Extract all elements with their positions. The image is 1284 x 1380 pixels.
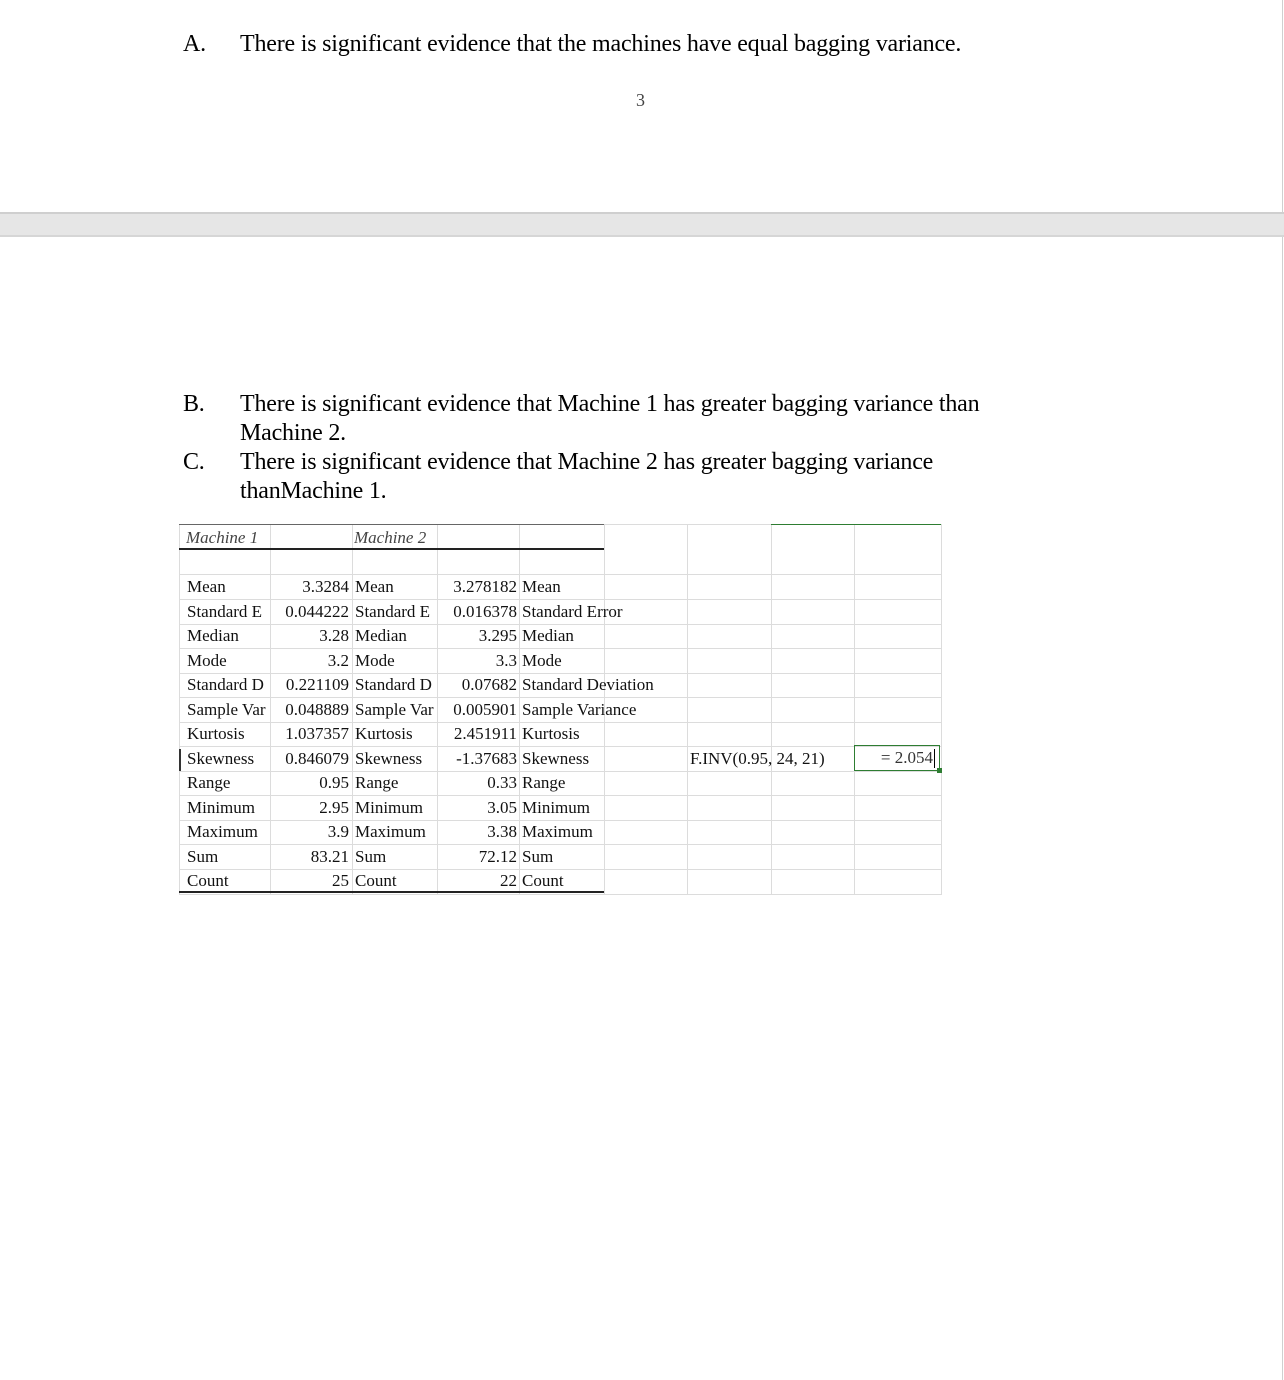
cell-label[interactable]: Sample Var [355,700,434,719]
cell-value[interactable]: 0.044222 [285,602,349,621]
cell-value[interactable]: 0.95 [319,773,349,792]
option-c-text: There is significant evidence that Machine 2 has greater bagging variance thanMachine 1. [240,449,934,504]
cell-value[interactable]: 22 [500,871,517,890]
finv-result-cell[interactable] [854,745,940,771]
cell-label[interactable]: Mean [522,577,561,596]
cell-label[interactable]: Sum [522,847,554,866]
cell-label[interactable]: Count [355,871,397,890]
cell-label[interactable]: Skewness [522,749,590,768]
cell-label[interactable]: Sum [187,847,219,866]
cell-value[interactable]: 1.037357 [285,724,349,743]
machine1-header[interactable]: Machine 1 [186,528,259,547]
page-break [0,212,1284,237]
option-a-letter: A. [183,31,206,57]
cell-value[interactable]: 25 [332,871,349,890]
cell-label[interactable]: Minimum [187,798,256,817]
cell-value[interactable]: 3.9 [327,822,349,841]
cell-label[interactable]: Standard Deviation [522,675,654,694]
cell-value[interactable]: 3.2 [327,651,349,670]
cell-value[interactable]: 0.846079 [285,749,349,768]
cell-label[interactable]: Mean [187,577,226,596]
cell-value[interactable]: 2.451911 [453,724,517,743]
cell-label[interactable]: Standard Error [522,602,623,621]
cell-value[interactable]: 0.048889 [285,700,349,719]
cell-value[interactable]: 3.295 [478,626,517,645]
finv-formula-label[interactable]: F.INV(0.95, 24, 21) [690,749,825,768]
cell-label[interactable]: Mean [355,577,394,596]
cell-label[interactable]: Standard E [187,602,263,621]
option-b-text: There is significant evidence that Machine 1 has greater bagging variance than Machine 2. [240,391,980,446]
cell-label[interactable]: Standard D [187,675,264,694]
cell-label[interactable]: Sum [355,847,387,866]
cell-value[interactable]: 3.28 [319,626,349,645]
cell-value[interactable]: 0.07682 [461,675,517,694]
descriptive-statistics-sheet [179,524,942,896]
cell-label[interactable]: Maximum [187,822,258,841]
cell-label[interactable]: Median [522,626,574,645]
cell-label[interactable]: Skewness [355,749,423,768]
cell-label[interactable]: Mode [187,651,227,670]
cell-label[interactable]: Range [187,773,231,792]
cell-value[interactable]: 3.3284 [302,577,349,596]
option-a-text: There is significant evidence that the machines have equal bagging variance. [240,31,962,57]
cell-label[interactable]: Maximum [522,822,593,841]
cell-value[interactable]: 3.3 [495,651,517,670]
option-b-letter: B. [183,391,205,417]
cell-label[interactable]: Minimum [522,798,591,817]
cell-label[interactable]: Median [355,626,407,645]
cell-label[interactable]: Maximum [355,822,426,841]
option-c-letter: C. [183,449,205,475]
document-page-top [0,0,1283,212]
finv-result-value: = 2.054 [880,748,933,767]
cell-value[interactable]: 3.38 [487,822,517,841]
cell-label[interactable]: Sample Var [187,700,266,719]
page-number: 3 [636,90,645,110]
cell-label[interactable]: Median [187,626,239,645]
cell-label[interactable]: Mode [355,651,395,670]
cell-label[interactable]: Kurtosis [522,724,580,743]
cell-value[interactable]: 72.12 [478,847,517,866]
cell-value[interactable]: -1.37683 [456,749,517,768]
cell-value[interactable]: 83.21 [310,847,349,866]
cell-label[interactable]: Minimum [355,798,424,817]
cell-label[interactable]: Count [187,871,229,890]
cell-value[interactable]: 2.95 [319,798,349,817]
cell-label[interactable]: Range [355,773,399,792]
cell-label[interactable]: Skewness [187,749,255,768]
cell-value[interactable]: 3.278182 [453,577,517,596]
cell-value[interactable]: 0.33 [487,773,517,792]
cell-value[interactable]: 0.005901 [453,700,517,719]
cell-label[interactable]: Kurtosis [187,724,245,743]
cell-label[interactable]: Range [522,773,566,792]
cell-value[interactable]: 0.221109 [285,675,349,694]
cell-value[interactable]: 0.016378 [453,602,517,621]
cell-label[interactable]: Mode [522,651,562,670]
cell-label[interactable]: Kurtosis [355,724,413,743]
cell-value[interactable]: 3.05 [487,798,517,817]
cell-label[interactable]: Sample Variance [522,700,637,719]
cell-label[interactable]: Standard E [355,602,431,621]
fill-handle[interactable] [937,768,942,773]
cell-label[interactable]: Count [522,871,564,890]
cell-label[interactable]: Standard D [355,675,432,694]
machine2-header[interactable]: Machine 2 [354,528,427,547]
text-cursor [934,749,935,768]
